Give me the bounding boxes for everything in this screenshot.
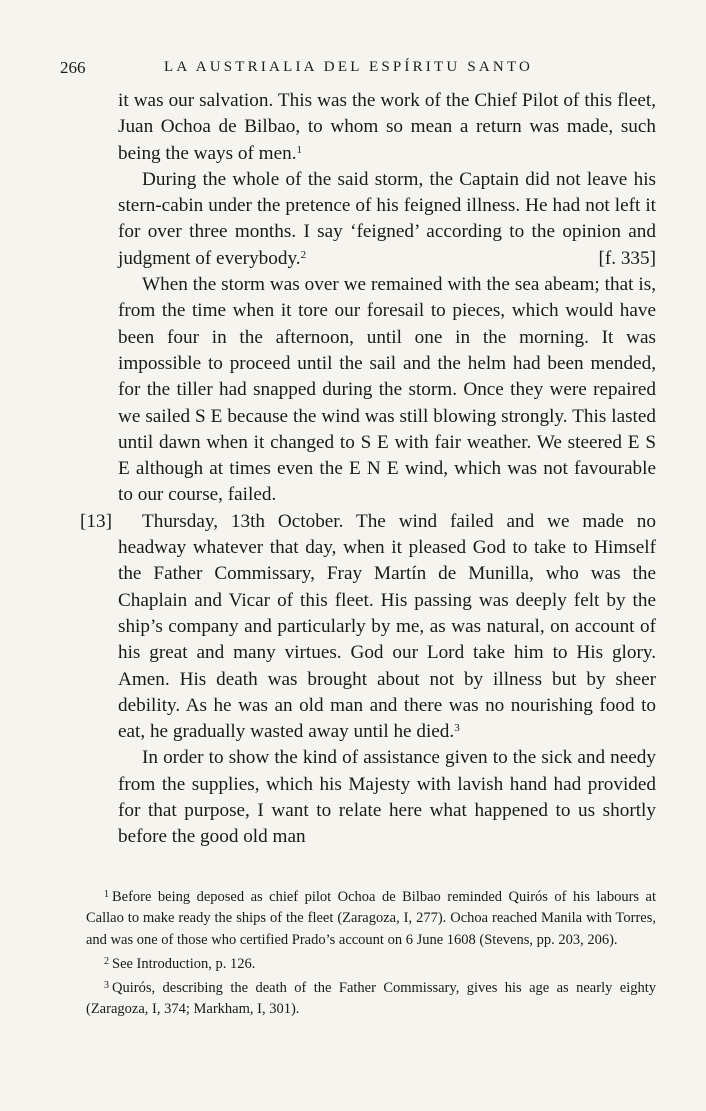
page-header [60, 58, 620, 80]
footnote-number: 2 [104, 955, 109, 967]
footnote-text: See Introduction, p. 126. [112, 955, 256, 972]
margin-number: [13] [80, 510, 112, 532]
footnote-text: Quirós, describing the death of the Father Commissary, gives his age as nearly eighty (Zaragoza, I, 374; Markham, I, 301). [86, 980, 656, 1018]
paragraph [118, 745, 656, 850]
footnote-ref: 2 [300, 248, 307, 261]
paragraph-text: In order to show the kind of assistance given to the sick and needy from the supplies, which his Majesty with lavish hand had provided for that purpose, I want to relate here what happened to us shortly before the good old man [118, 747, 656, 848]
paragraph [80, 509, 656, 746]
footnote-ref: 1 [296, 143, 303, 156]
footnote [86, 951, 656, 975]
running-title: LA AUSTRIALIA DEL ESPÍRITU SANTO [164, 59, 534, 75]
body-text [80, 88, 656, 851]
paragraph-text: it was our salvation. This was the work of the Chief Pilot of this fleet, Juan Ochoa de Bilbao, to whom so mean a return was made, such being the ways of men. [118, 90, 656, 164]
footnote-ref: 3 [454, 722, 460, 735]
paragraph [118, 167, 656, 272]
paragraph-text: Thursday, 13th October. The wind failed and we made no headway whatever that day, when it pleased God to take to Himself the Father Commissary, Fray Martín de Munilla, who was the Chaplain and Vicar of this fleet. His passing was deeply felt by the ship’s company and particularly by me, as was natural, on account of his great and many virtues. God our Lord take him to His glory. Amen. His death was brought about not by illness but by sheer debility. As he was an old man and there was no nourishing food to eat, he gradually wasted away until he died. [118, 510, 656, 743]
paragraph [118, 272, 656, 509]
paragraph-text: When the storm was over we remained with the sea abeam; that is, from the time when it tore our foresail to pieces, which would have been four in the afternoon, until one in the morning. It was impossible to proceed until the sail and the helm had been mended, for the tiller had snapped during the storm. Once they were repaired we sailed S E because the wind was still blowing strongly. This lasted until dawn when it changed to S E with fair weather. We steered E S E although at times even the E N E wind, which was not favourable to our course, failed. [118, 274, 656, 506]
footnote-number: 1 [104, 889, 109, 900]
footnotes [86, 884, 656, 1021]
paragraph [118, 88, 656, 167]
folio-marker: [f. 335] [598, 247, 656, 269]
footnote-text: Before being deposed as chief pilot Ochoa de Bilbao reminded Quirós of his labours at Callao to make ready the ships of the fleet (Zaragoza, I, 277). Ochoa reached Manila with Torres, and was one of those who certified Prado’s account on 6 June 1608 (Stevens, pp. 203, 206). [86, 889, 656, 948]
footnote [86, 975, 656, 1021]
page-number: 266 [60, 58, 86, 77]
footnote-number: 3 [104, 980, 109, 992]
paragraph-text: During the whole of the said storm, the Captain did not leave his stern-cabin under the pretence of his feigned illness. He had not left it for over three months. I say ‘feigned’ according to the opinion and judgment of everybody. [118, 168, 656, 269]
footnote [86, 884, 656, 951]
